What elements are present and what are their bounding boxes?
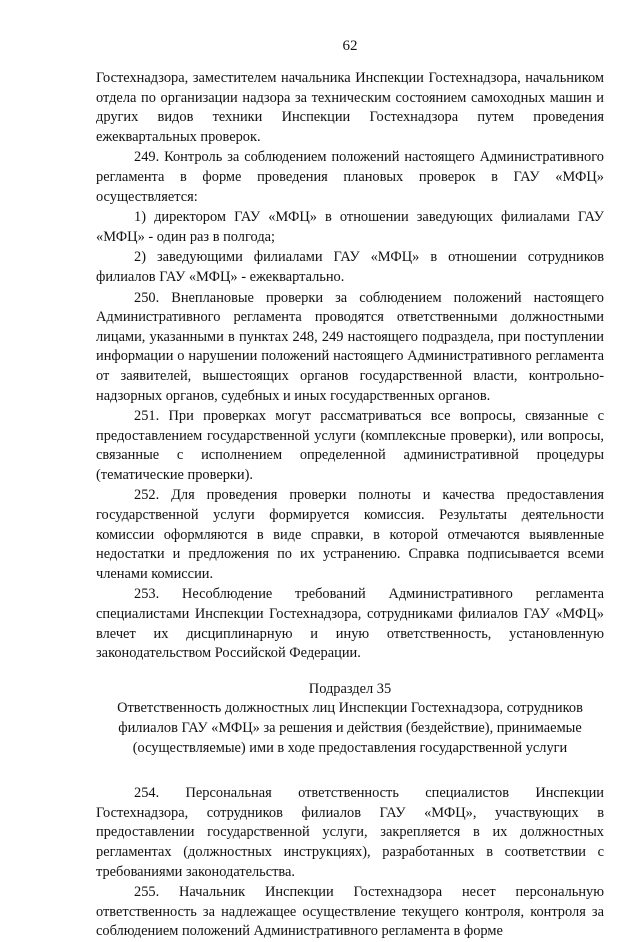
paragraph-251: 251. При проверках могут рассматриваться все вопросы, связанные с предоставлением государственной услуги (комплексные проверки), или вопросы, связанные с исполнением определенной административной процедуры (тематические проверки). xyxy=(96,408,604,483)
section-heading xyxy=(96,699,604,758)
section-heading-line: Ответственность должностных лиц Инспекции Гостехнадзора, сотрудников xyxy=(117,700,583,717)
page-number: 62 xyxy=(342,38,358,54)
paragraph-249-item-1: 1) директором ГАУ «МФЦ» в отношении заведующих филиалами ГАУ «МФЦ» - один раз в полгода; xyxy=(96,209,604,245)
paragraph-254: 254. Персональная ответственность специалистов Инспекции Гостехнадзора, сотрудников филиалов ГАУ «МФЦ», участвующих в предоставлении государственной услуги, закрепляется в их должностных регламентах (должностных инструкциях), разработанных в соответствии с требованиями законодательства. xyxy=(96,785,604,880)
paragraph-249-item-2: 2) заведующими филиалами ГАУ «МФЦ» в отношении сотрудников филиалов ГАУ «МФЦ» - ежеквартально. xyxy=(96,249,604,285)
paragraph-252: 252. Для проведения проверки полноты и качества предоставления государственной услуги формируется комиссия. Результаты деятельности комиссии оформляются в виде справки, в которой отмечаются выявленные недостатки и предложения по их устранению. Справка подписывается всеми членами комиссии. xyxy=(96,487,604,582)
body-text-top xyxy=(96,69,604,664)
section-heading-line: (осуществляемые) ими в ходе предоставления государственной услуги xyxy=(132,739,568,756)
paragraph-255: 255. Начальник Инспекции Гостехнадзора несет персональную ответственность за надлежащее осуществление текущего контроля, контроля за соблюдением положений Административного регламента в форме xyxy=(96,884,604,940)
paragraph: Гостехнадзора, заместителем начальника Инспекции Гостехнадзора, начальником отдела по организации надзора за техническим состоянием самоходных машин и других видов техники Инспекции Гостехнадзора путем проведения ежеквартальных проверок. xyxy=(96,70,604,145)
section-title: Подраздел 35 xyxy=(308,680,392,697)
paragraph-253: 253. Несоблюдение требований Административного регламента специалистами Инспекции Гостехнадзора, сотрудниками филиалов ГАУ «МФЦ» влечет их дисциплинарную и иную ответственность, установленную законодательством Российской Федерации. xyxy=(96,586,604,662)
paragraph-250: 250. Внеплановые проверки за соблюдением положений настоящего Административного регламента проводятся ответственными должностными лицами, указанными в пунктах 248, 249 настоящего подраздела, при поступлении информации о нарушении положений настоящего Административного регламента от заявителей, вышестоящих органов государственной власти, контрольно-надзорных органов, судебных и иных государственных органов. xyxy=(96,289,604,404)
paragraph-249: 249. Контроль за соблюдением положений настоящего Административного регламента в форме проведения плановых проверок в ГАУ «МФЦ» осуществляется: xyxy=(96,149,604,205)
body-text-bottom xyxy=(96,784,604,942)
section-heading-line: филиалов ГАУ «МФЦ» за решения и действия (бездействие), принимаемые xyxy=(118,720,582,736)
